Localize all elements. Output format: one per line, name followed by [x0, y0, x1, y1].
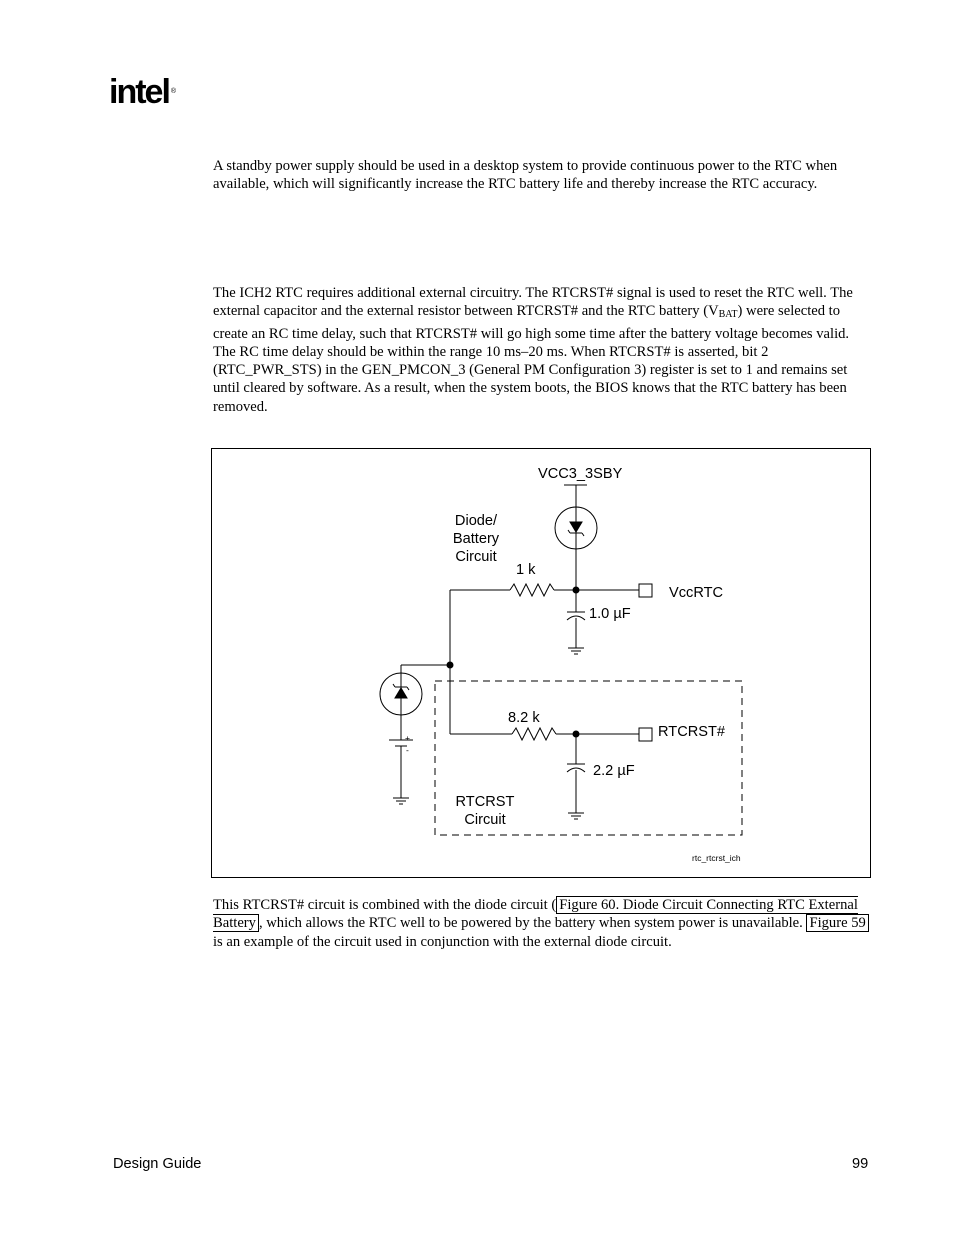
intel-logo: [109, 72, 176, 112]
diode-battery-line-3: Circuit: [455, 549, 497, 565]
paragraph-rtcrst-text-b: ) were selected to create an RC time delay, such that RTCRST# will go high some time after the battery voltage becomes valid. The RC time delay should be within the range 10 ms–20 ms. When RTCRST# is asserted, bit 2 (RTC_PWR_STS) in the GEN_PMCON_3 (General PM Configuration 3) register is set to 1 and remains set until cleared by software. As a result, when the system boots, the BIOS knows that the RTC battery has been removed.: [213, 303, 850, 415]
ground-symbol-battery: [393, 798, 409, 804]
paragraph-standby-power: A standby power supply should be used in a desktop system to provide continuous power to the RTC when available, which will significantly increase the RTC battery life and thereby increase the RTC accuracy.: [213, 158, 838, 193]
resistor-8k2-label: 8.2 k: [508, 710, 540, 726]
supply-label: VCC3_3SBY: [538, 466, 623, 482]
rtcrst-circuit-label: [445, 793, 525, 829]
figure-60-link[interactable]: Figure 60. Diode Circuit Connecting RTC External Battery: [213, 897, 858, 932]
battery-diode-symbol: [380, 673, 422, 715]
rtcrst-circuit-figure: [211, 448, 871, 878]
paragraph-combined-text-c: is an example of the circuit used in conjunction with the external diode circuit.: [213, 933, 672, 950]
rtcrst-pin-label: RTCRST#: [658, 724, 726, 740]
top-diode-symbol: [555, 507, 597, 549]
vbat-subscript: BAT: [718, 309, 738, 321]
paragraph-combined-text-b: , which allows the RTC well to be powered by the battery when system power is unavailable.: [258, 915, 803, 932]
rtcrst-pin: [639, 728, 652, 741]
ground-symbol-2: [568, 813, 584, 819]
battery-plus-label: +: [405, 733, 410, 743]
rtcrst-circuit-line-2: Circuit: [464, 812, 506, 828]
battery-minus-label: -: [406, 745, 409, 755]
figure-id-label: rtc_rtcrst_ich: [692, 853, 741, 863]
footer-page-number: 99: [852, 1156, 869, 1172]
registered-mark: ®: [170, 88, 177, 95]
ground-symbol-1: [568, 648, 584, 654]
diode-battery-line-2: Battery: [452, 531, 500, 547]
resistor-8k2: [512, 728, 556, 740]
figure-59-link[interactable]: Figure 59: [806, 914, 868, 932]
rtcrst-circuit-line-1: RTCRST: [455, 794, 515, 810]
vccrtc-pin: [639, 584, 652, 597]
circuit-schematic: [212, 449, 872, 879]
footer-doc-title: Design Guide: [113, 1156, 202, 1172]
capacitor-2u2f-label: 2.2 µF: [593, 763, 635, 779]
logo-text: intel: [109, 73, 169, 111]
paragraph-rtcrst-description: [213, 284, 873, 416]
resistor-1k-label: 1 k: [516, 562, 536, 578]
vccrtc-label: VccRTC: [669, 585, 724, 601]
paragraph-rtcrst-text-a: The ICH2 RTC requires additional external circuitry. The RTCRST# signal is used to reset the RTC well. The external capacitor and the external resistor between RTCRST# and the RTC battery (V: [213, 285, 853, 320]
diode-battery-circuit-label: [444, 512, 508, 566]
diode-battery-line-1: Diode/: [454, 513, 498, 529]
paragraph-combined-circuit: [213, 896, 873, 951]
resistor-1k: [510, 584, 554, 596]
paragraph-combined-text-a: This RTCRST# circuit is combined with the diode circuit (: [213, 897, 557, 913]
capacitor-1uf-label: 1.0 µF: [589, 606, 631, 622]
